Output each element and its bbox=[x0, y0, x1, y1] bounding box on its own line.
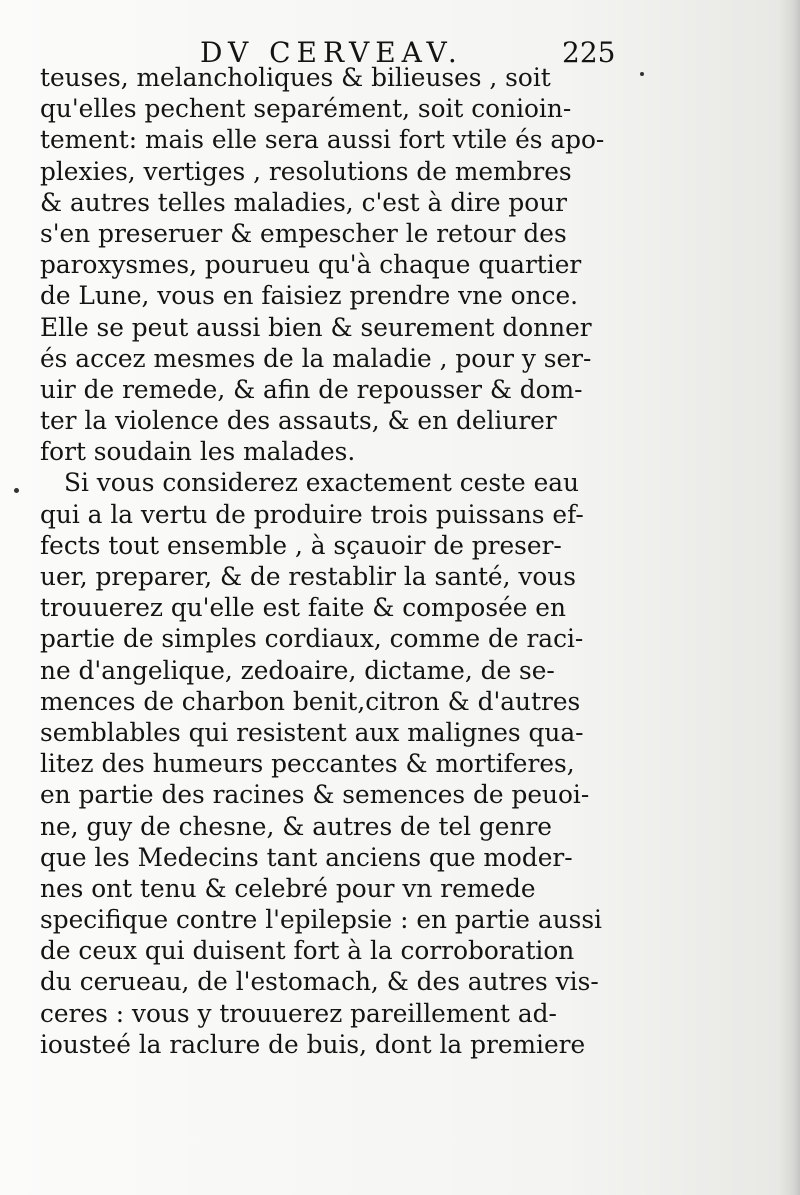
text-line: mences de charbon benit,citron & d'autres bbox=[40, 686, 581, 716]
ink-speck bbox=[14, 488, 19, 493]
ink-speck bbox=[640, 72, 644, 76]
text-line: ne d'angelique, zedoaire, dictame, de se- bbox=[40, 655, 555, 685]
text-line: ter la violence des assauts, & en deliurer bbox=[40, 406, 557, 436]
text-line: plexies, vertiges , resolutions de membres bbox=[40, 156, 572, 186]
text-line: partie de simples cordiaux, comme de raci- bbox=[40, 624, 584, 654]
text-line: trouuerez qu'elle est faite & composée en bbox=[40, 593, 566, 623]
text-line: nes ont tenu & celebré pour vn remede bbox=[40, 873, 536, 903]
text-line: tement: mais elle sera aussi fort vtile és apo- bbox=[40, 125, 605, 155]
text-line: fort soudain les malades. bbox=[40, 437, 356, 467]
text-line: du cerueau, de l'estomach, & des autres vis- bbox=[40, 967, 599, 997]
text-line: s'en preseruer & empescher le retour des bbox=[40, 218, 567, 248]
text-line: paroxysmes, pourueu qu'à chaque quartier bbox=[40, 250, 582, 280]
text-line: iousteé la raclure de buis, dont la premiere bbox=[40, 1029, 586, 1059]
text-line: qu'elles pechent separément, soit conioin- bbox=[40, 94, 572, 124]
text-line: és accez mesmes de la maladie , pour y ser- bbox=[40, 343, 592, 373]
text-line: semblables qui resistent aux malignes qua- bbox=[40, 717, 584, 747]
text-line: uir de remede, & afin de repousser & dom- bbox=[40, 374, 583, 404]
page-number: 225 bbox=[562, 36, 616, 69]
page-gutter-shadow bbox=[778, 0, 800, 1195]
text-line: que les Medecins tant anciens que moder- bbox=[40, 842, 573, 872]
text-line: uer, preparer, & de restablir la santé, vous bbox=[40, 562, 576, 591]
text-line: ne, guy de chesne, & autres de tel genre bbox=[40, 811, 552, 841]
text-line: specifique contre l'epilepsie : en partie aussi bbox=[40, 905, 602, 935]
text-line: litez des humeurs peccantes & mortiferes, bbox=[40, 749, 575, 779]
running-head: DV CERVEAV. bbox=[200, 36, 463, 69]
text-line: & autres telles maladies, c'est à dire pour bbox=[40, 187, 568, 217]
text-line: Si vous considerez exactement ceste eau bbox=[64, 468, 579, 498]
text-line: teuses, melancholiques & bilieuses , soit bbox=[40, 63, 551, 92]
text-line: en partie des racines & semences de peuoi- bbox=[40, 780, 590, 810]
body-text bbox=[40, 62, 620, 1060]
text-line: Elle se peut aussi bien & seurement donner bbox=[40, 312, 592, 342]
text-line: ceres : vous y trouuerez pareillement ad- bbox=[40, 998, 557, 1028]
text-line: de ceux qui duisent fort à la corroboration bbox=[40, 936, 575, 966]
text-line: de Lune, vous en faisiez prendre vne once. bbox=[40, 281, 579, 311]
text-line: fects tout ensemble , à sçauoir de preser- bbox=[40, 530, 562, 560]
text-line: qui a la vertu de produire trois puissans ef- bbox=[40, 499, 584, 529]
